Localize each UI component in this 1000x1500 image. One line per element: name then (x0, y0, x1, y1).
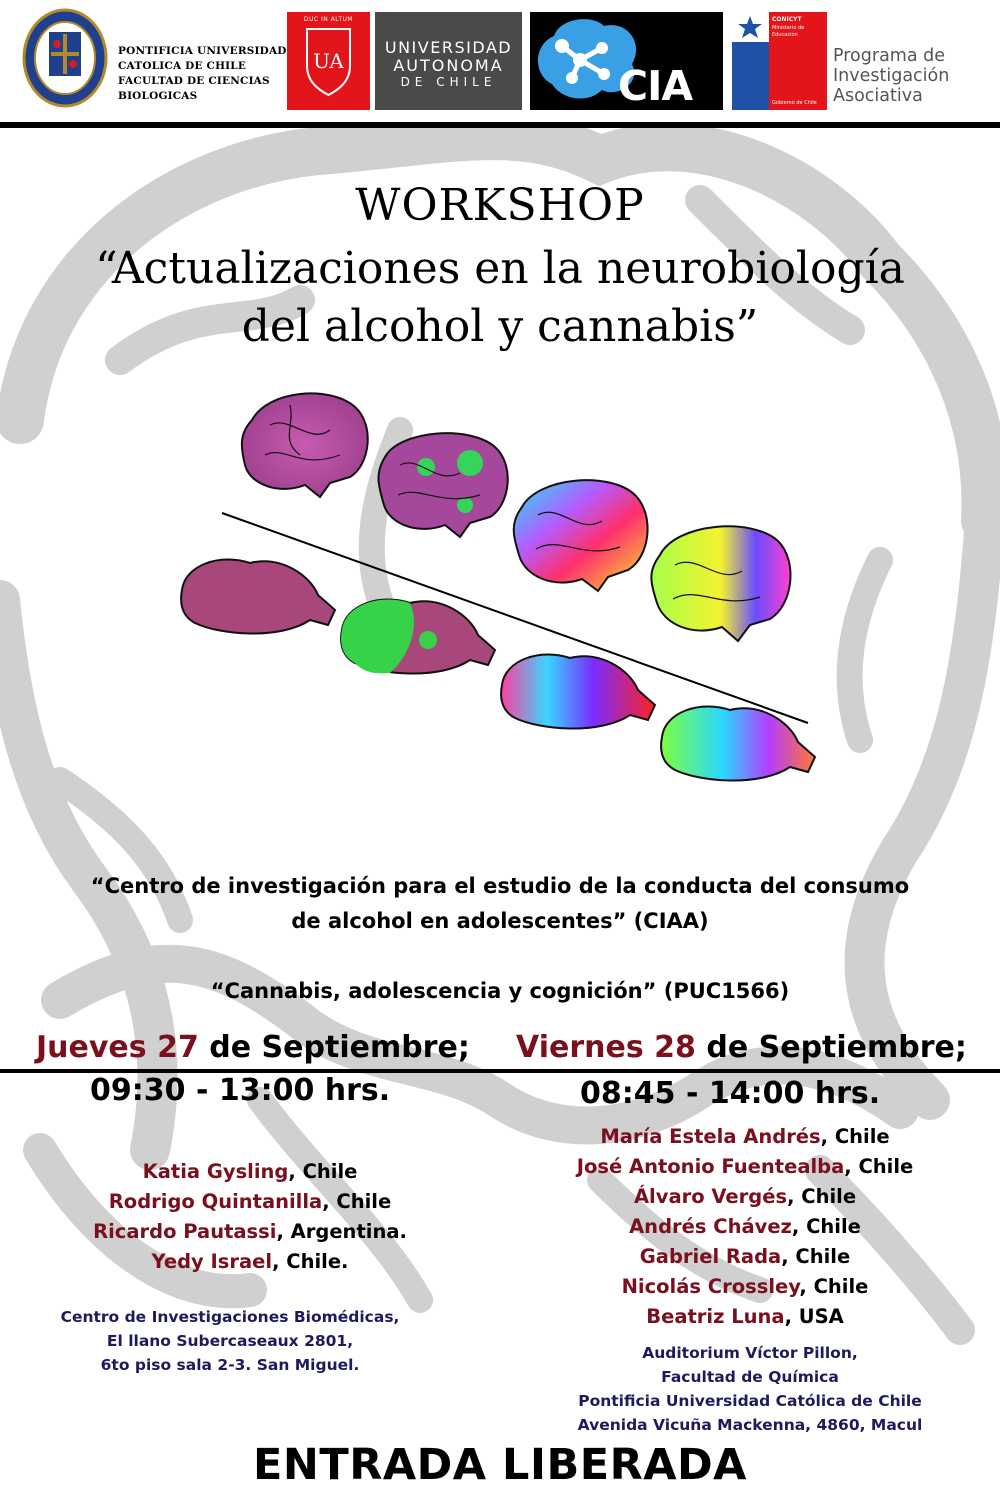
cia-logo: CIA (530, 12, 723, 110)
day2-month: de Septiembre; (706, 1030, 967, 1065)
day2-heading (516, 1030, 967, 1065)
title-line-2: del alcohol y cannabis” (241, 301, 759, 352)
day2-speakers (545, 1122, 945, 1332)
day2-number: 28 (654, 1030, 696, 1065)
project-ciaa-line-1: “Centro de investigación para el estudio de la conducta del consumo (90, 874, 910, 898)
speaker: Nicolás Crossley, Chile (621, 1275, 869, 1298)
chile-coat-icon (736, 14, 764, 40)
speaker: Rodrigo Quintanilla, Chile (108, 1190, 392, 1213)
speaker: Álvaro Vergés, Chile (633, 1185, 857, 1208)
day1-number: 27 (157, 1030, 199, 1065)
pia-logo-text: Programa de Investigación Asociativa (833, 46, 950, 106)
speaker: María Estela Andrés, Chile (600, 1125, 890, 1148)
day1-speakers (50, 1157, 450, 1277)
workshop-label: WORKSHOP (355, 180, 645, 231)
rat-brain-1 (181, 559, 335, 633)
human-brain-1 (242, 393, 368, 497)
rat-brain-2 (341, 599, 495, 673)
human-brain-4 (651, 526, 790, 641)
day1-time: 09:30 - 13:00 hrs. (90, 1073, 391, 1108)
speaker: Katia Gysling, Chile (142, 1160, 358, 1183)
human-brain-3 (514, 480, 648, 591)
speaker: Ricardo Pautassi, Argentina. (93, 1220, 407, 1243)
project-ciaa-line-2: de alcohol en adolescentes” (CIAA) (291, 909, 709, 933)
day2-weekday: Viernes (516, 1030, 644, 1065)
human-brain-2 (378, 433, 507, 537)
header (0, 0, 1000, 125)
day1-weekday: Jueves (36, 1030, 147, 1065)
project-puc1566: “Cannabis, adolescencia y cognición” (PUC1566) (210, 979, 790, 1003)
speaker: Andrés Chávez, Chile (629, 1215, 861, 1238)
day2-venue: Auditorium Víctor Pillon, Facultad de Química Pontificia Universidad Católica de Chile Avenida Vicuña Mackenna, 4860, Macul (577, 1344, 923, 1434)
rat-brain-3 (501, 654, 655, 728)
day1-month: de Septiembre; (209, 1030, 470, 1065)
puc-seal-logo (22, 6, 108, 108)
title-line-1: “Actualizaciones en la neurobiología (95, 243, 905, 294)
day1-venue: Centro de Investigaciones Biomédicas, El llano Subercaseaux 2801, 6to piso sala 2-3. San Miguel. (60, 1308, 400, 1374)
speaker: José Antonio Fuentealba, Chile (576, 1155, 914, 1178)
day2-time: 08:45 - 14:00 hrs. (580, 1076, 881, 1111)
conicyt-logo: CONICYT Ministerio de Educación Gobierno de Chile (732, 12, 827, 110)
universidad-autonoma-logo: UNIVERSIDAD AUTONOMA DE CHILE (375, 12, 522, 110)
puc-name-text: PONTIFICIA UNIVERSIDAD CATOLICA DE CHILE FACULTAD DE CIENCIAS BIOLOGICAS (118, 45, 287, 102)
speaker: Yedy Israel, Chile. (151, 1250, 349, 1273)
day1-heading (36, 1030, 470, 1065)
speaker: Beatriz Luna, USA (646, 1305, 844, 1328)
speaker: Gabriel Rada, Chile (639, 1245, 851, 1268)
brain-development-illustration (170, 385, 820, 805)
free-entry-banner: ENTRADA LIBERADA (253, 1440, 747, 1490)
ua-logo: DUC IN ALTUM UA (287, 12, 370, 110)
header-divider (0, 122, 1000, 128)
